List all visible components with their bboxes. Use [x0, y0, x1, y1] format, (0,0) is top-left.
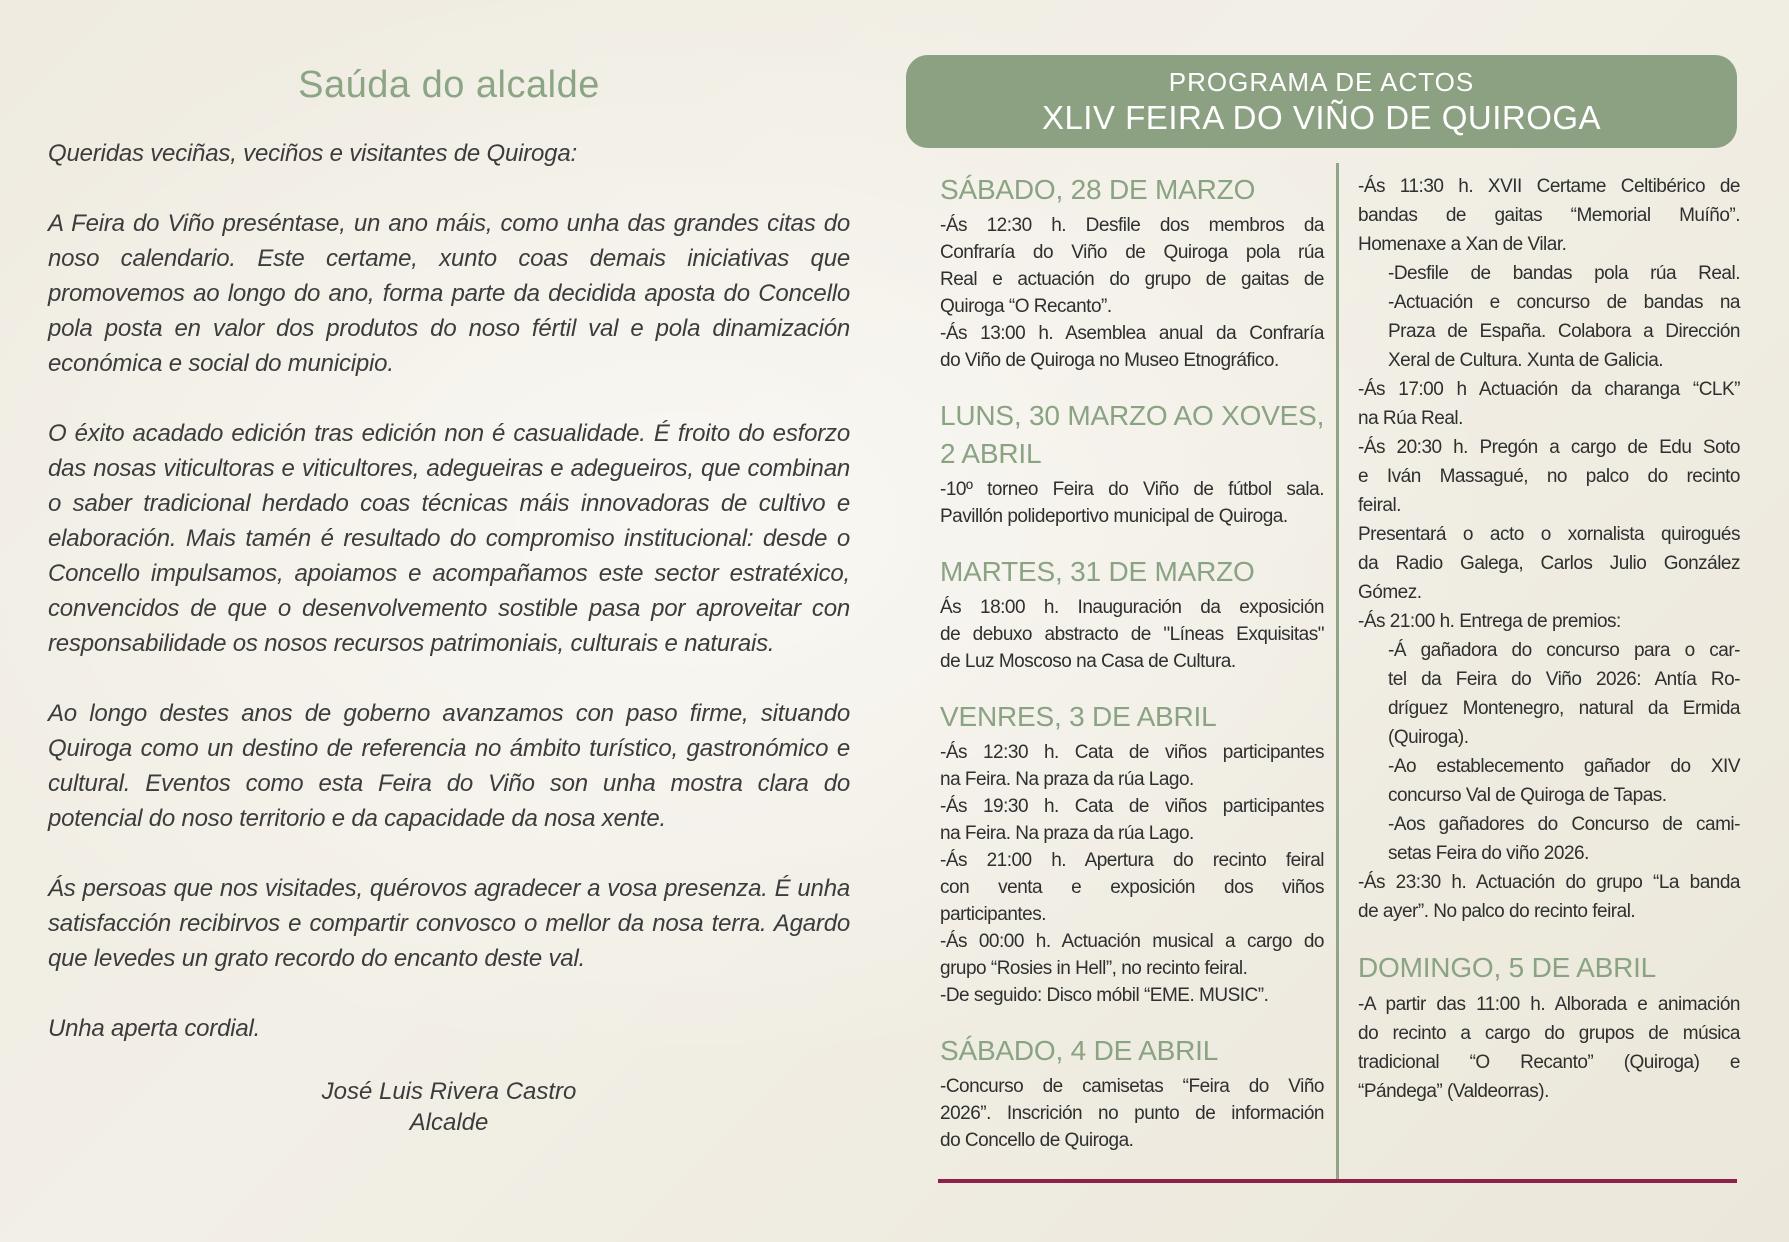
event-line: -10º torneo Feira do Viño de fútbol sala. [940, 479, 1324, 500]
event-line: Praza de España. Colabora a Dirección [1388, 321, 1740, 342]
salutation: Queridas veciñas, veciños e visitantes de Quiroga: [48, 140, 577, 167]
day-heading: 2 ABRIL [940, 438, 1042, 469]
event-line: (Quiroga). [1388, 727, 1469, 748]
event-line: -Ás 19:30 h. Cata de viños participantes [940, 796, 1324, 817]
event-line: Pavillón polideportivo municipal de Quiroga. [940, 506, 1288, 527]
event-line: -Ás 21:00 h. Apertura do recinto feiral [940, 850, 1324, 871]
program-header-title: PROGRAMA DE ACTOS [1168, 66, 1475, 97]
event-line: do recinto a cargo do grupos de música [1358, 1023, 1740, 1044]
event-line: da Radio Galega, Carlos Julio González [1358, 553, 1740, 574]
event-line: Xeral de Cultura. Xunta de Galicia. [1388, 350, 1664, 371]
event-line: na Feira. Na praza da rúa Lago. [940, 769, 1194, 790]
event-line: de ayer”. No palco do recinto feiral. [1358, 901, 1636, 922]
event-line: de Luz Moscoso na Casa de Cultura. [940, 651, 1236, 672]
signature-block [48, 1076, 850, 1138]
bottom-accent-rule [938, 1179, 1737, 1183]
event-line: -Ás 12:30 h. Cata de viños participantes [940, 742, 1324, 763]
event-line: -Ás 20:30 h. Pregón a cargo de Edu Soto [1358, 437, 1740, 458]
event-line: -Desfile de bandas pola rúa Real. [1388, 263, 1740, 284]
page-title: Saúda do alcalde [298, 64, 600, 106]
event-line: tradicional “O Recanto” (Quiroga) e [1358, 1052, 1740, 1073]
paragraph: Ao longo destes anos de goberno avanzamos con paso firme, situando Quiroga como un destino de referencia no ámbito turístico, gastronómico e cultural. Eventos como esta Feira do Viño son unha mostra clara do potencial do noso territorio e da capacidade da nosa xente. [48, 700, 850, 832]
event-line: Confraría do Viño de Quiroga pola rúa [940, 242, 1324, 263]
event-line: dríguez Montenegro, natural da Ermida [1388, 698, 1740, 719]
event-line: -Ás 17:00 h Actuación da charanga “CLK” [1358, 379, 1740, 400]
event-line: -Ás 12:30 h. Desfile dos membros da [940, 215, 1324, 236]
signature-name: José Luis Rivera Castro [321, 1078, 577, 1105]
greeting-paragraphs [48, 206, 850, 976]
signature-role: Alcalde [409, 1109, 489, 1136]
event-line: do Viño de Quiroga no Museo Etnográfico. [940, 350, 1279, 371]
event-line: -Concurso de camisetas “Feira do Viño [940, 1076, 1324, 1097]
day-heading: DOMINGO, 5 DE ABRIL [1358, 952, 1657, 983]
column-divider-rule [1336, 163, 1339, 1181]
event-line: con venta e exposición dos viños [940, 877, 1324, 898]
event-line: na Rúa Real. [1358, 408, 1463, 429]
event-line: setas Feira do viño 2026. [1388, 843, 1589, 864]
event-line: -Ás 00:00 h. Actuación musical a cargo do [940, 931, 1324, 952]
paragraph: O éxito acadado edición tras edición non é casualidade. É froito do esforzo das nosas viticultoras e viticultores, adegueiras e adegueiros, que combinan o saber tradicional herdado coas técnicas máis innovadoras de cultivo e elaboración. Mais tamén é resultado do compromiso institucional: desde o Concello impulsamos, apoiamos e acompañamos este sector estratéxico, convencidos de que o desenvolvemento sostible pasa por aproveitar con responsabilidade os nosos recursos patrimoniais, culturais e naturais. [48, 420, 850, 657]
event-line: bandas de gaitas “Memorial Muíño”. [1358, 205, 1740, 226]
event-line: -Aos gañadores do Concurso de cami- [1388, 814, 1740, 835]
event-line: Presentará o acto o xornalista quirogués [1358, 524, 1740, 545]
event-line: -A partir das 11:00 h. Alborada e animación [1358, 994, 1740, 1015]
day-heading: LUNS, 30 MARZO AO XOVES, [940, 400, 1325, 431]
event-line: -Ás 21:00 h. Entrega de premios: [1358, 611, 1621, 632]
event-line: concurso Val de Quiroga de Tapas. [1388, 785, 1667, 806]
event-line: -Actuación e concurso de bandas na [1388, 292, 1740, 313]
event-line: Real e actuación do grupo de gaitas de [940, 269, 1324, 290]
program-header-banner [906, 55, 1737, 148]
event-line: -Ás 23:30 h. Actuación do grupo “La banda [1358, 872, 1740, 893]
day-heading: VENRES, 3 DE ABRIL [940, 701, 1217, 732]
day-heading: SÁBADO, 28 DE MARZO [940, 174, 1256, 205]
event-line: -De seguido: Disco móbil “EME. MUSIC”. [940, 985, 1269, 1006]
closing-line: Unha aperta cordial. [48, 1015, 261, 1042]
event-line: Ás 18:00 h. Inauguración da exposición [940, 597, 1324, 618]
program-header-subtitle: XLIV FEIRA DO VIÑO DE QUIROGA [1041, 98, 1602, 136]
event-line: e Iván Massagué, no palco do recinto [1358, 466, 1740, 487]
event-line: Quiroga “O Recanto”. [940, 296, 1112, 317]
greeting-column [48, 62, 850, 1138]
event-line: participantes. [940, 904, 1047, 925]
program-column-right [1358, 172, 1740, 1106]
event-line: -Ao establecemento gañador do XIV [1388, 756, 1740, 777]
event-line: tel da Feira do Viño 2026: Antía Ro- [1388, 669, 1740, 690]
program-column-left [940, 174, 1324, 1154]
event-line: -Ás 11:30 h. XVII Certame Celtibérico de [1358, 176, 1740, 197]
event-line: 2026”. Inscrición no punto de información [940, 1103, 1324, 1124]
event-line: Gómez. [1358, 582, 1422, 603]
paragraph: Ás persoas que nos visitades, quérovos agradecer a vosa presenza. É unha satisfacción recibirvos e compartir convosco o mellor da nosa terra. Agardo que levedes un grato recordo do encanto deste val. [48, 875, 850, 972]
day-heading: SÁBADO, 4 DE ABRIL [940, 1035, 1219, 1066]
event-line: Homenaxe a Xan de Vilar. [1358, 234, 1567, 255]
event-line: na Feira. Na praza da rúa Lago. [940, 823, 1194, 844]
event-line: do Concello de Quiroga. [940, 1130, 1134, 1151]
event-line: -Á gañadora do concurso para o car- [1388, 640, 1740, 661]
event-line: “Pándega” (Valdeorras). [1358, 1081, 1549, 1102]
event-line: feiral. [1358, 495, 1401, 516]
event-line: -Ás 13:00 h. Asemblea anual da Confraría [940, 323, 1324, 344]
event-line: de debuxo abstracto de "Líneas Exquisitas" [940, 624, 1324, 645]
event-line: grupo “Rosies in Hell”, no recinto feiral. [940, 958, 1248, 979]
day-heading: MARTES, 31 DE MARZO [940, 556, 1255, 587]
paragraph: A Feira do Viño preséntase, un ano máis, como unha das grandes citas do noso calendario. Este certame, xunto coas demais iniciativas que promovemos ao longo do ano, forma parte da decidida aposta do Concello pola posta en valor dos produtos do noso fértil val e pola dinamización económica e social do municipio. [48, 210, 850, 377]
